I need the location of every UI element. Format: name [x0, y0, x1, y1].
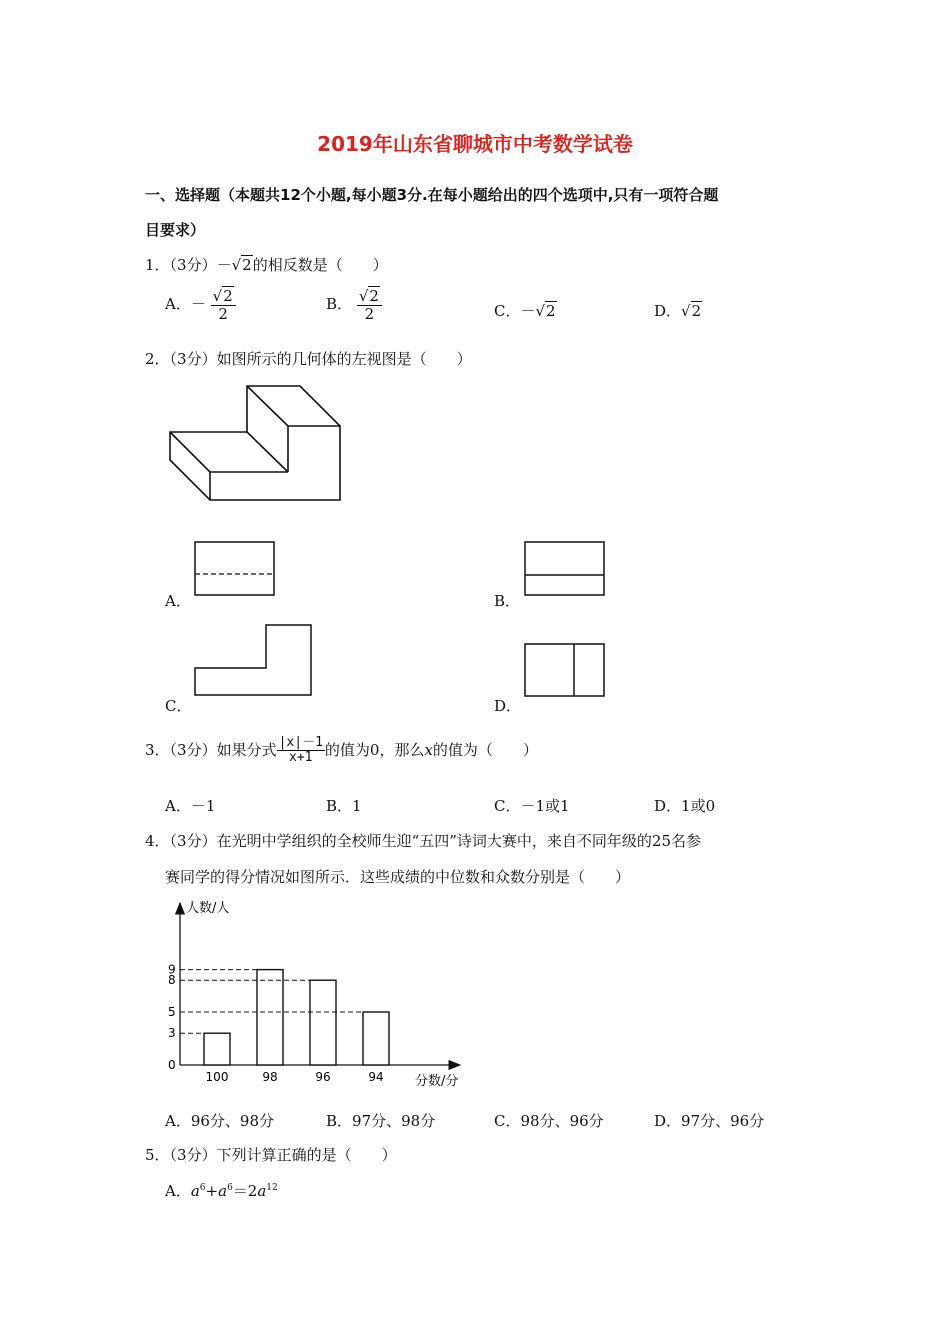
q5-a-base1: a	[190, 1182, 200, 1200]
q2-option-c-figure[interactable]	[193, 623, 315, 698]
q5-option-a[interactable]	[165, 1180, 278, 1201]
question-4-line1: 4．（3分）在光明中学组织的全校师生迎“五四”诗词大赛中，来自不同年级的25名参	[145, 832, 702, 850]
q3-denominator: x+1	[289, 750, 313, 766]
q3-fraction	[277, 736, 325, 766]
q1-suffix: 的相反数是（ ）	[252, 256, 388, 274]
q1-option-c[interactable]: C．－√2	[494, 302, 556, 320]
q1-option-c-label: C．－	[494, 302, 536, 320]
q2-solid-figure	[165, 380, 345, 505]
q2-option-a[interactable]: A．	[165, 592, 191, 610]
q4-bar-chart	[160, 895, 470, 1095]
q2-option-d-figure[interactable]	[523, 642, 607, 699]
q5-a-exp2: 6	[227, 1183, 233, 1193]
x-tick-label-3: 94	[368, 1070, 384, 1084]
q5-option-a-label: A．	[165, 1182, 191, 1200]
q1-option-b-label: B．	[326, 295, 353, 313]
y-axis-label: 人数/人	[186, 901, 230, 916]
page-title: 2019年山东省聊城市中考数学试卷	[317, 132, 633, 156]
q5-a-exp1: 6	[199, 1183, 206, 1193]
question-4-line2: 赛同学的得分情况如图所示．这些成绩的中位数和众数分别是（ ）	[165, 868, 631, 886]
q1-c-radicand: 2	[546, 302, 556, 320]
y-tick-label-0: 0	[168, 1058, 176, 1072]
q3-option-b[interactable]: B．1	[326, 797, 362, 815]
q1-a-denominator: 2	[218, 304, 228, 323]
q3-numerator: |x|－1	[278, 735, 323, 750]
q3-suffix-pre: 的值为0，那么	[324, 740, 425, 759]
q4-option-a[interactable]: A．96分、98分	[165, 1112, 275, 1130]
y-tick-label-3: 8	[168, 973, 176, 988]
q1-b-radicand: 2	[369, 287, 379, 305]
q4-option-d[interactable]: D．97分、96分	[654, 1112, 765, 1130]
q2-option-d[interactable]: D．	[494, 697, 522, 715]
bar-94	[363, 1012, 389, 1065]
section-heading-line2: 目要求）	[145, 221, 206, 239]
q1-a-radicand: 2	[223, 287, 233, 305]
q1-radicand: 2	[242, 256, 252, 274]
q3-option-d[interactable]: D．1或0	[654, 797, 716, 815]
q1-option-a[interactable]	[165, 288, 236, 322]
q1-option-a-fraction: $\frac{√2}{2}$	[211, 288, 236, 322]
y-tick-label-2: 5	[168, 1005, 176, 1019]
q1-prefix: 1．（3分）－	[145, 256, 232, 274]
q4-option-b[interactable]: B．97分、98分	[326, 1112, 436, 1130]
q1-option-a-label: A．－	[165, 295, 206, 313]
x-tick-label-2: 96	[315, 1070, 331, 1084]
q1-option-d[interactable]: D．√2	[654, 302, 702, 320]
bar-96	[310, 980, 336, 1065]
q1-option-b[interactable]	[326, 288, 382, 322]
q5-a-exp3: 12	[266, 1183, 278, 1193]
q5-a-base3: a	[257, 1182, 267, 1200]
q1-b-denominator: 2	[364, 304, 375, 323]
q2-option-b-figure[interactable]	[523, 540, 607, 598]
q2-option-c[interactable]: C．	[165, 697, 192, 715]
q1-option-b-fraction: $\frac{√2}{2}$	[357, 288, 382, 322]
q3-option-a[interactable]: A．－1	[165, 797, 216, 815]
q3-option-c[interactable]: C．－1或1	[494, 797, 570, 815]
x-tick-label-1: 98	[262, 1070, 278, 1084]
q3-suffix-post: 的值为（ ）	[432, 740, 538, 759]
question-3	[145, 736, 538, 766]
q2-option-a-figure[interactable]	[193, 540, 277, 598]
q5-a-eq: ＝2	[232, 1182, 258, 1200]
q1-option-d-label: D．	[654, 302, 682, 320]
q5-a-base2: a	[218, 1182, 228, 1200]
question-1	[145, 254, 388, 275]
section-heading-line1: 一、选择题（本题共12个小题,每小题3分.在每小题给出的四个选项中,只有一项符合题	[145, 186, 719, 204]
q4-option-c[interactable]: C．98分、96分	[494, 1112, 604, 1130]
bar-98	[257, 970, 283, 1065]
y-tick-label-4: 9	[168, 962, 176, 977]
q3-prefix: 3．（3分）如果分式	[145, 740, 277, 759]
q1-d-radicand: 2	[691, 302, 702, 320]
question-2: 2．（3分）如图所示的几何体的左视图是（ ）	[145, 350, 472, 368]
bar-100	[204, 1033, 230, 1065]
q5-a-plus: +	[205, 1182, 219, 1200]
q1-sqrt: √2	[231, 256, 252, 274]
x-tick-label-0: 100	[205, 1070, 229, 1084]
q3-variable: x	[424, 740, 433, 759]
y-tick-label-1: 3	[168, 1026, 176, 1041]
x-axis-label: 分数/分	[415, 1074, 459, 1089]
question-5: 5．（3分）下列计算正确的是（ ）	[145, 1146, 397, 1164]
q2-option-b[interactable]: B．	[494, 592, 521, 610]
